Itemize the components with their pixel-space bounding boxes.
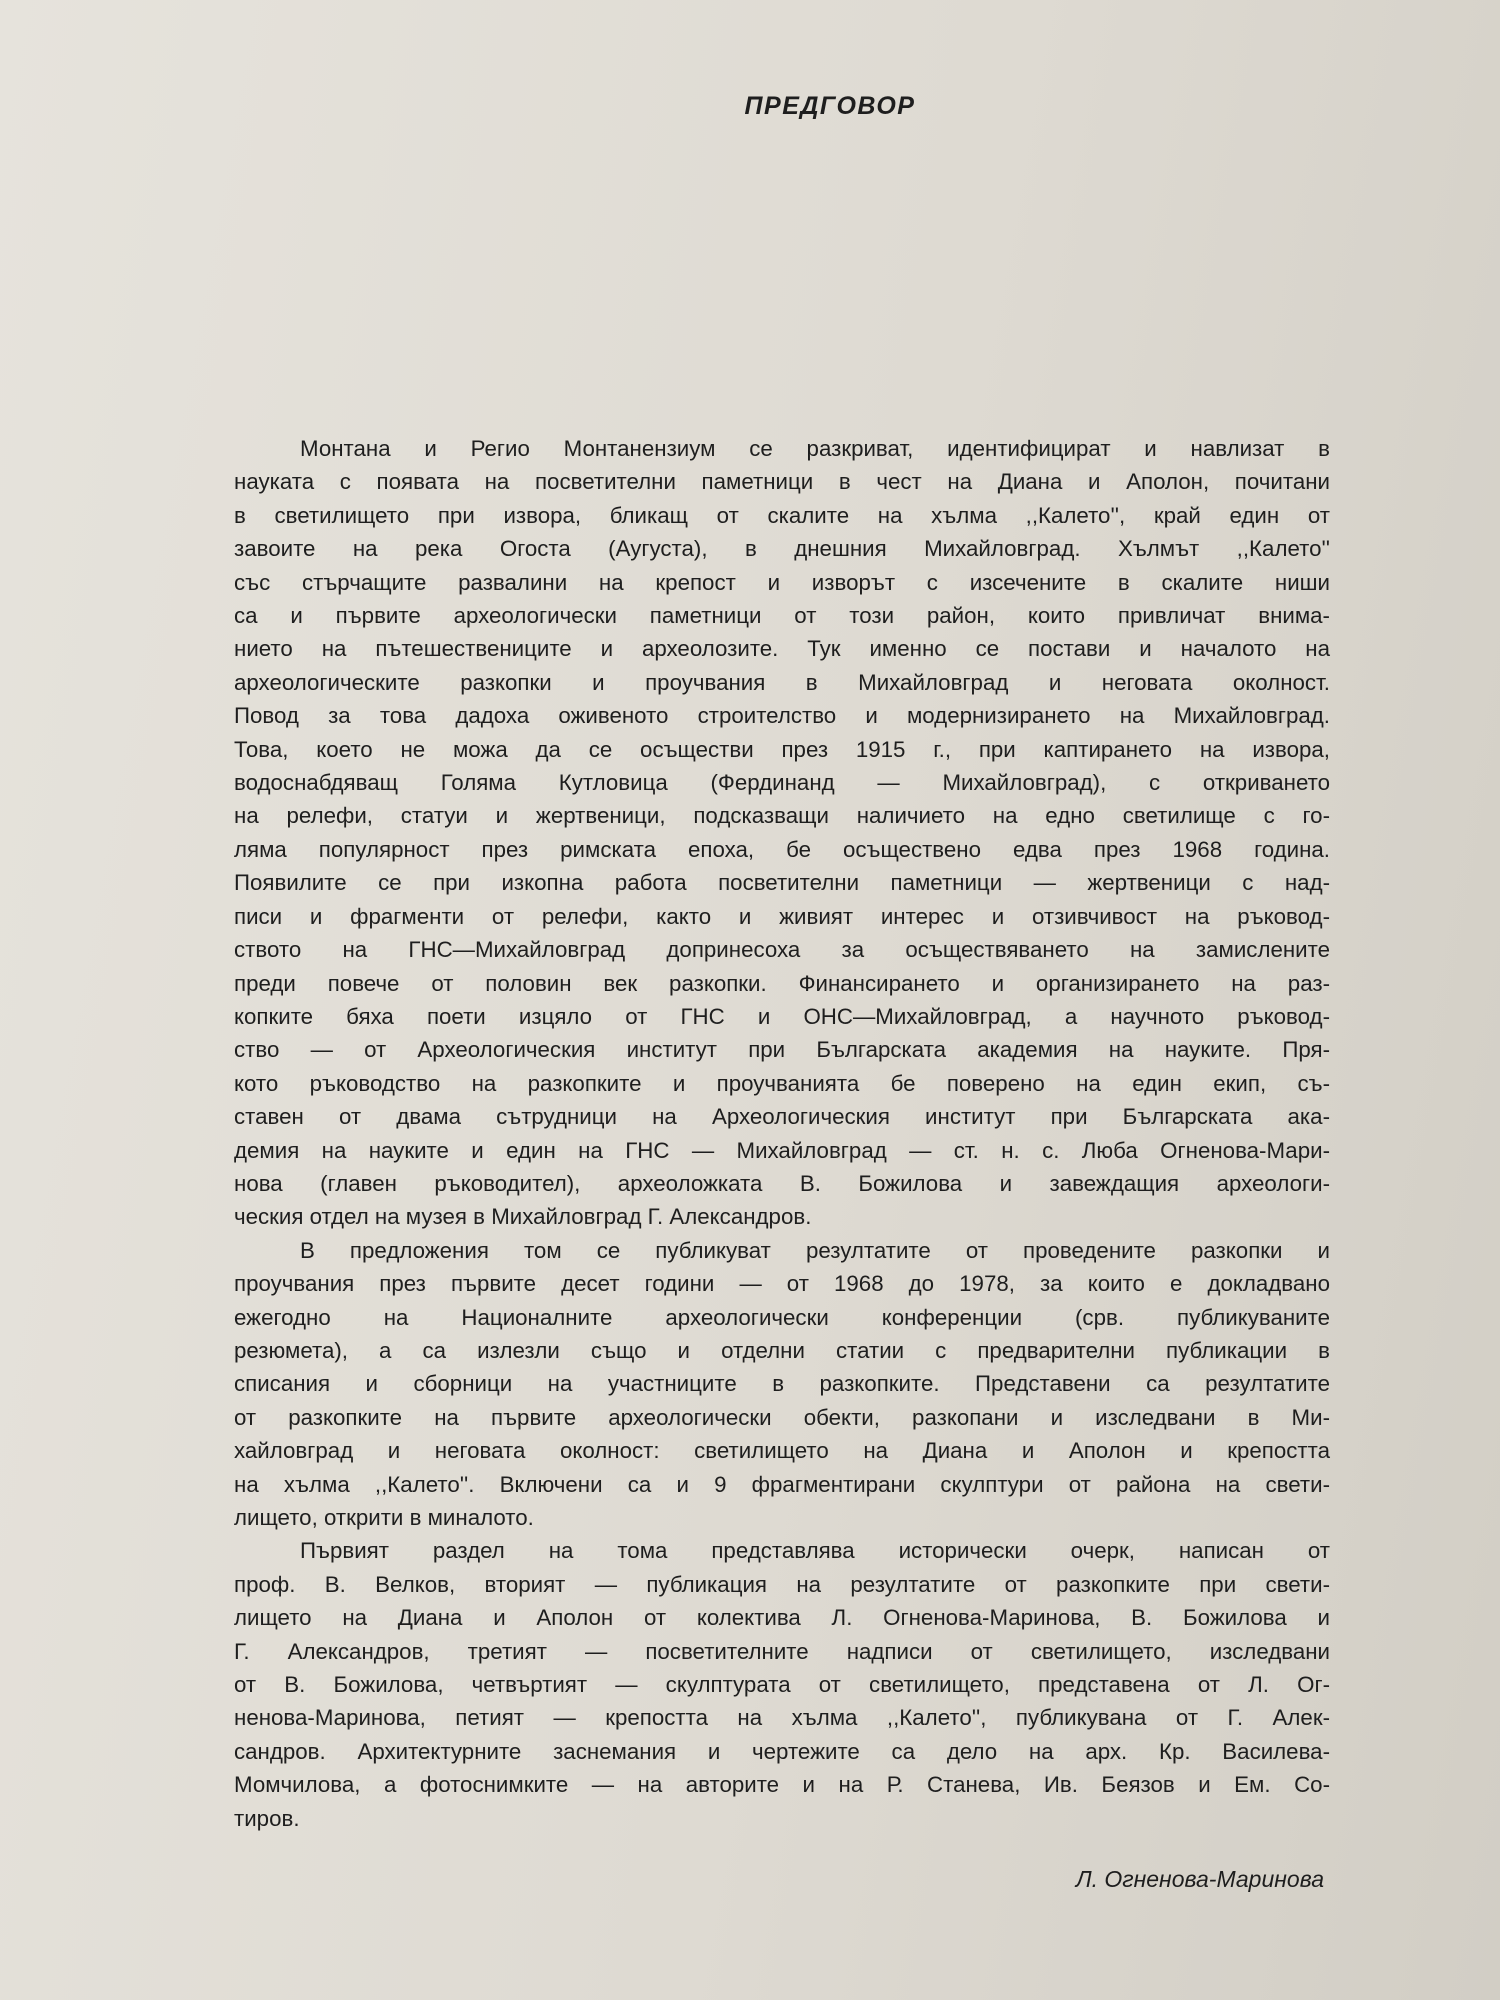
text-line: сандров. Архитектурните заснемания и чертежите са дело на арх. Кр. Василева- xyxy=(234,1738,1330,1764)
text-line: водоснабдяващ Голяма Кутловица (Фердинанд — Михайловград), с откриването xyxy=(234,770,1330,796)
text-line: копките бяха поети изцяло от ГНС и ОНС—Михайловград, а научното ръковод- xyxy=(234,1003,1330,1029)
text-line: нието на пътешествениците и археолозите. Тук именно се постави и началото на xyxy=(234,636,1330,662)
text-line: ство — от Археологическия институт при Българската академия на науките. Пря- xyxy=(234,1037,1330,1063)
paragraph xyxy=(234,432,1330,1234)
text-line: преди повече от половин век разкопки. Финансирането и организирането на раз- xyxy=(234,970,1330,996)
text-line: на хълма ,,Калето''. Включени са и 9 фрагментирани скулптури от района на свети- xyxy=(234,1471,1330,1497)
text-line: хайловград и неговата околност: светилището на Диана и Аполон и крепостта xyxy=(234,1438,1330,1464)
text-line: Монтана и Регио Монтанензиум се разкриват, идентифицират и навлизат в xyxy=(300,436,1330,461)
text-line: проф. В. Велков, вторият — публикация на резултатите от разкопките при свети- xyxy=(234,1571,1330,1597)
text-line: от В. Божилова, четвъртият — скулптурата от светилището, представена от Л. Ог- xyxy=(234,1672,1330,1698)
paragraph xyxy=(234,1534,1330,1835)
page-title: ПРЕДГОВОР xyxy=(744,92,916,120)
text-line: Появилите се при изкопна работа посветителни паметници — жертвеници с над- xyxy=(234,870,1330,896)
text-line: ството на ГНС—Михайловград допринесоха за осъществяването на замислените xyxy=(234,937,1330,963)
text-line: Първият раздел на тома представлява исторически очерк, написан от xyxy=(300,1538,1330,1564)
text-line: са и първите археологически паметници от този район, които привличат внима- xyxy=(234,603,1330,629)
text-line: на релефи, статуи и жертвеници, подсказващи наличието на едно светилище с го- xyxy=(234,803,1330,829)
text-line: резюмета), а са излезли също и отделни статии с предварителни публикации в xyxy=(234,1337,1330,1363)
text-line: кото ръководство на разкопките и проучванията бе поверено на един екип, съ- xyxy=(234,1070,1330,1096)
text-line: науката с появата на посветителни паметници в чест на Диана и Аполон, почитани xyxy=(234,469,1330,495)
text-line: тиров. xyxy=(234,1805,300,1831)
text-line: Това, което не можа да се осъществи през 1915 г., при каптирането на извора, xyxy=(234,736,1330,762)
text-line: ставен от двама сътрудници на Археологическия институт при Българската ака- xyxy=(234,1104,1330,1130)
text-line: проучвания през първите десет години — от 1968 до 1978, за които е докладвано xyxy=(234,1271,1330,1297)
text-line: лището, открити в миналото. xyxy=(234,1505,534,1530)
author-signature: Л. Огненова-Маринова xyxy=(1075,1866,1324,1892)
text-line: Г. Александров, третият — посветителните надписи от светилището, изследвани xyxy=(234,1638,1330,1664)
text-line: лището на Диана и Аполон от колектива Л. Огненова-Маринова, В. Божилова и xyxy=(234,1605,1330,1631)
text-line: ежегодно на Националните археологически конференции (срв. публикуваните xyxy=(234,1304,1330,1330)
text-line: ненова-Маринова, петият — крепостта на хълма ,,Калето'', публикувана от Г. Алек- xyxy=(234,1705,1330,1731)
text-line: ческия отдел на музея в Михайловград Г. Александров. xyxy=(234,1204,812,1230)
text-line: нова (главен ръководител), археоложката В. Божилова и завеждащия археологи- xyxy=(234,1170,1330,1196)
text-line: В предложения том се публикуват резултатите от проведените разкопки и xyxy=(300,1237,1330,1263)
text-line: списания и сборници на участниците в разкопките. Представени са резултатите xyxy=(234,1371,1330,1397)
text-line: демия на науките и един на ГНС — Михайловград — ст. н. с. Люба Огненова-Мари- xyxy=(234,1137,1330,1163)
text-line: писи и фрагменти от релефи, както и живият интерес и отзивчивост на ръковод- xyxy=(234,903,1330,929)
text-line: Момчилова, а фотоснимките — на авторите и на Р. Станева, Ив. Беязов и Ем. Со- xyxy=(234,1772,1330,1798)
preface-body xyxy=(234,432,1330,1835)
paragraph xyxy=(234,1234,1330,1535)
text-line: в светилището при извора, бликащ от скалите на хълма ,,Калето'', край един от xyxy=(234,502,1330,528)
text-line: Повод за това дадоха оживеното строителство и модернизирането на Михайловград. xyxy=(234,703,1330,729)
text-line: завоите на река Огоста (Аугуста), в днешния Михайловград. Хълмът ,,Калето'' xyxy=(234,536,1330,562)
text-line: със стърчащите развалини на крепост и изворът с изсечените в скалите ниши xyxy=(234,569,1330,595)
text-line: от разкопките на първите археологически обекти, разкопани и изследвани в Ми- xyxy=(234,1404,1330,1430)
text-line: археологическите разкопки и проучвания в Михайловград и неговата околност. xyxy=(234,669,1330,695)
text-line: ляма популярност през римската епоха, бе осъществено едва през 1968 година. xyxy=(234,836,1330,862)
